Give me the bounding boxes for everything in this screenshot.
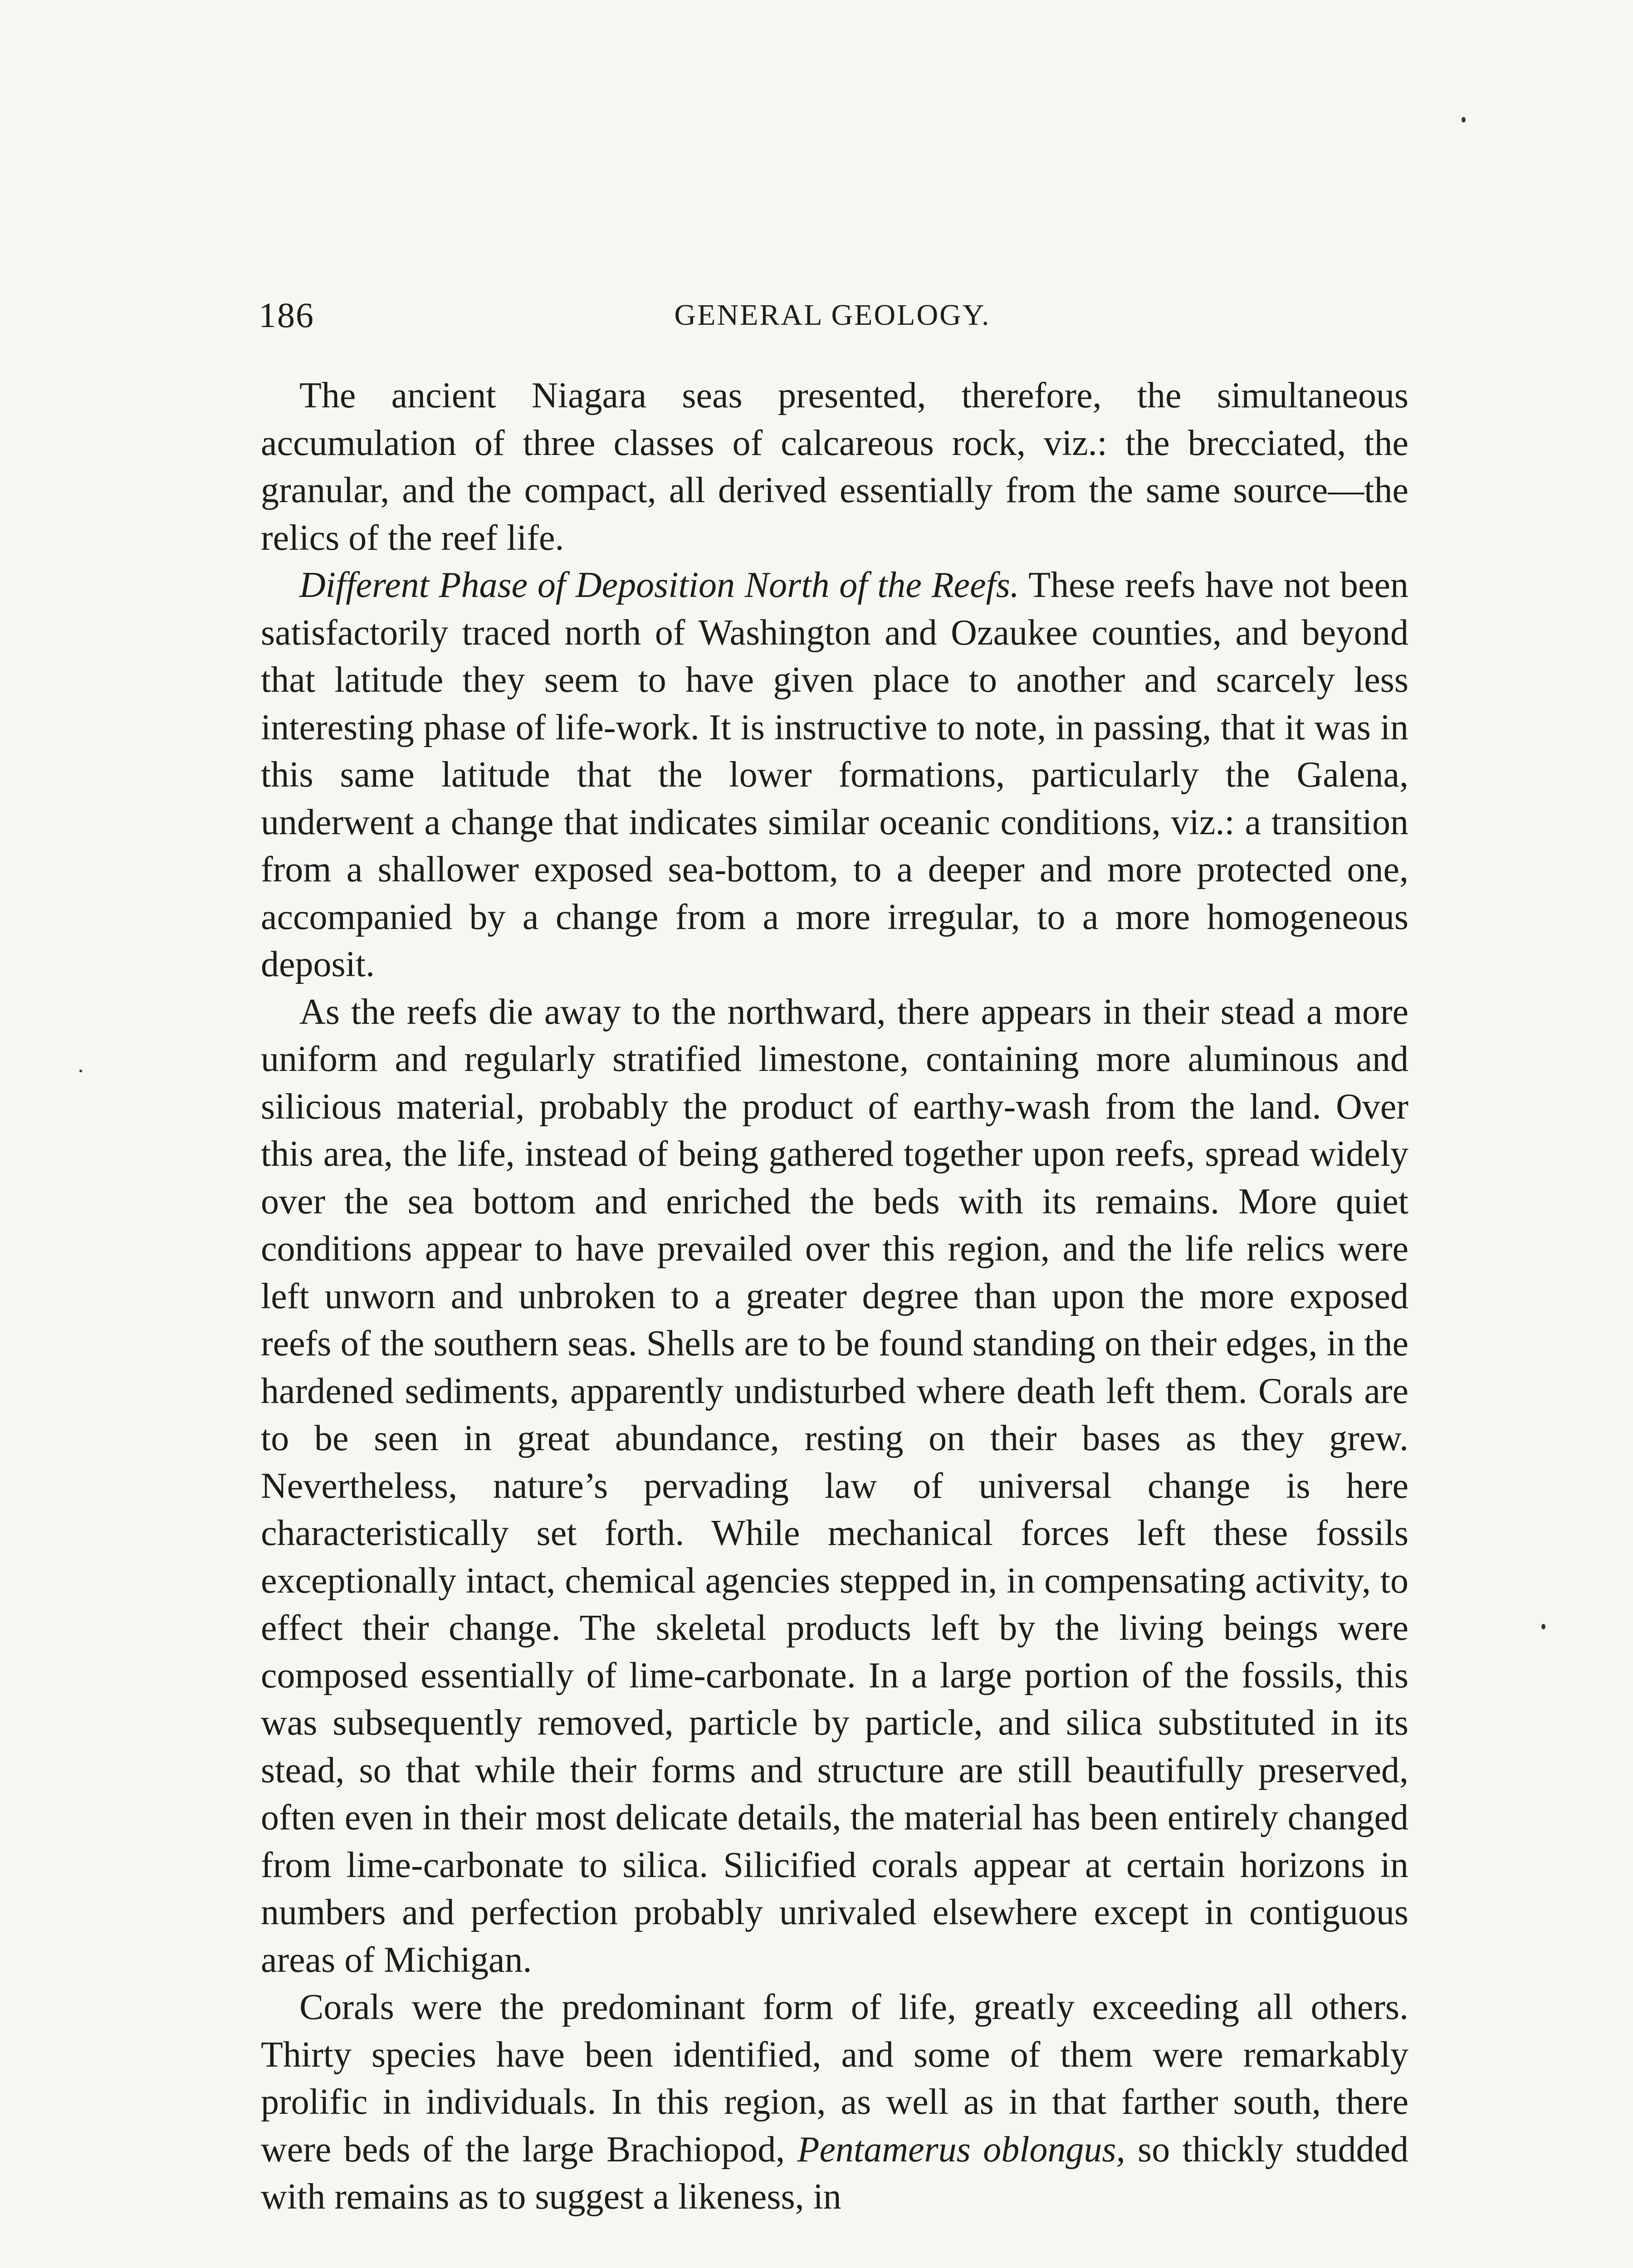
running-head — [259, 295, 1406, 336]
scan-speck — [1462, 117, 1466, 122]
paragraph-4-text-start: Corals were the predominant form of life, greatly exceeding all others. Thirty species have been identified, and some of them were remarkably prolific in individuals. In this region, as well as in that farther south, there were beds of the large Brachiopod, — [261, 1987, 1408, 2170]
paragraph-3: As the reefs die away to the northward, there appears in their stead a more uniform and regularly stratified limestone, containing more aluminous and silicious material, probably the product of earthy-wash from the land. Over this area, the life, instead of being gathered together upon reefs, spread widely over the sea bottom and enriched the beds with its remains. More quiet conditions appear to have prevailed over this region, and the life relics were left unworn and unbroken to a greater degree than upon the more exposed reefs of the southern seas. Shells are to be found standing on their edges, in the hardened sediments, apparently undisturbed where death left them. Corals are to be seen in great abundance, resting on their bases as they grew. Nevertheless, nature’s pervading law of universal change is here characteristically set forth. While mechanical forces left these fossils exceptionally intact, chemical agencies stepped in, in compensating activity, to effect their change. The skeletal products left by the living beings were composed essentially of lime-carbonate. In a large portion of the fossils, this was subsequently removed, particle by particle, and silica substituted in its stead, so that while their forms and structure are still beautifully preserved, often even in their most delicate details, the material has been entirely changed from lime-carbonate to silica. Silicified corals appear at certain horizons in numbers and perfection probably unrivaled elsewhere except in contiguous areas of Michigan. — [261, 992, 1408, 1980]
body-text — [261, 372, 1408, 2221]
running-title: GENERAL GEOLOGY. — [674, 298, 991, 332]
scan-speck — [1541, 1624, 1545, 1629]
paragraph-4-text-end: so thickly studded with remains as to suggest a likeness, in — [261, 2129, 1409, 2217]
page-number: 186 — [259, 295, 314, 335]
paragraph-2 — [261, 562, 1408, 988]
paragraph-4 — [261, 1984, 1408, 2221]
scan-speck — [79, 1070, 82, 1072]
paragraph-2-text: These reefs have not been satisfactorily traced north of Washington and Ozaukee counties, and beyond that latitude they seem to have given place to another and scarcely less interesting phase of life-work. It is instructive to note, in passing, that it was in this same latitude that the lower formations, particularly the Galena, underwent a change that indicates similar oceanic conditions, viz.: a transition from a shallower exposed sea-bottom, to a deeper and more protected one, accompanied by a change from a more irregular, to a more homogeneous deposit. — [261, 565, 1409, 984]
paragraph-1: The ancient Niagara seas presented, therefore, the simultaneous accumulation of three classes of calcareous rock, viz.: the brecciated, the granular, and the compact, all derived essentially from the same source—the relics of the reef life. — [261, 376, 1408, 558]
section-run-in-heading: Different Phase of Deposition North of the Reefs. — [299, 565, 1019, 605]
species-name: Pentamerus oblongus, — [797, 2129, 1125, 2170]
